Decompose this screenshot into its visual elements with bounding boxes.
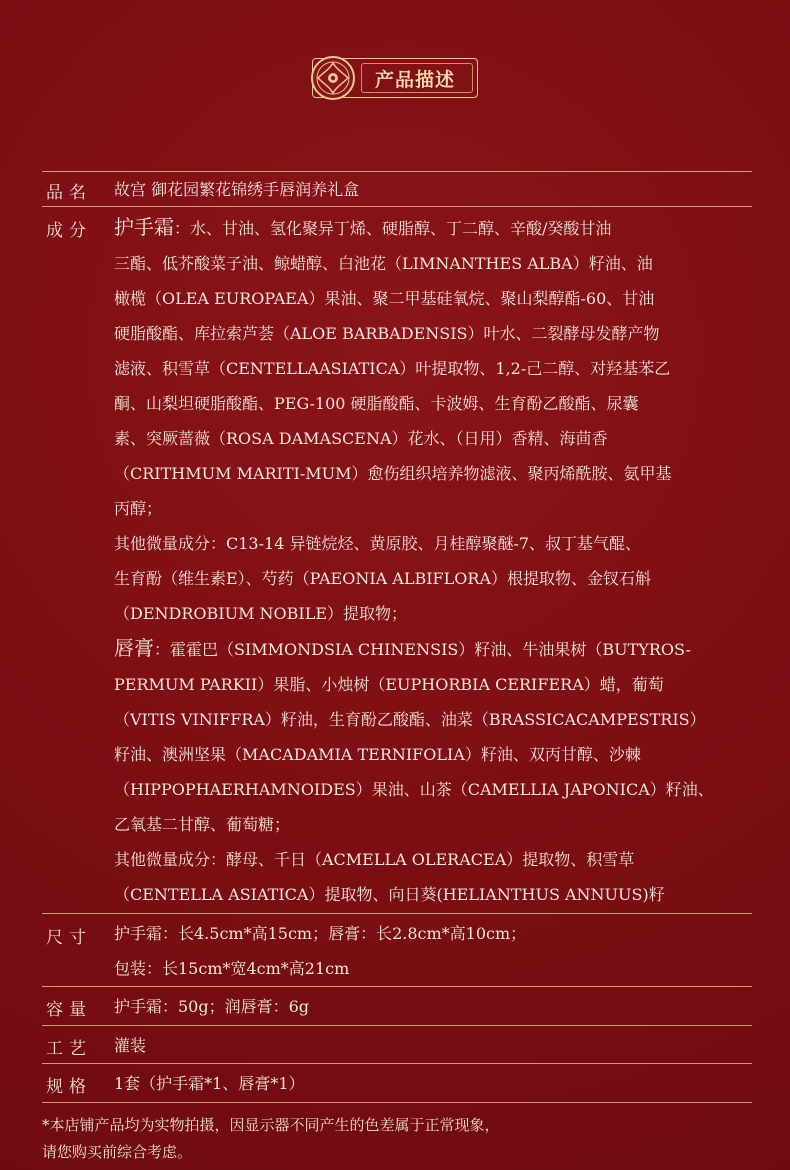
lip-balm-line [114, 737, 752, 772]
lip-balm-line [114, 807, 752, 842]
hand-cream-text: 滤液、积雪草（CENTELLAASIATICA）叶提取物、1,2-己二醇、对羟基苯乙 [114, 359, 671, 378]
row-spec [42, 1066, 752, 1102]
size-line-1: 护手霜：长4.5cm*高15cm；唇膏：长2.8cm*高10cm； [114, 924, 527, 943]
hand-cream-minor-ingredients [114, 526, 752, 631]
row-label: 容量 [46, 1000, 92, 1020]
lip-balm-line [114, 667, 752, 702]
lip-balm-text: PERMUM PARKII）果脂、小烛树（EUPHORBIA CERIFERA）蜡，葡萄 [114, 675, 664, 694]
divider [42, 1025, 752, 1026]
lip-balm-ingredients [114, 631, 752, 842]
hand-cream-text: 素、突厥蔷薇（ROSA DAMASCENA）花水、（日用）香精、海茴香 [114, 429, 608, 448]
hand-cream-minor-text: 生育酚（维生素E）、芍药（PAEONIA ALBIFLORA）根提取物、金钗石斛 [114, 569, 651, 588]
row-label: 品名 [46, 183, 92, 203]
hand-cream-text: ：水、甘油、氢化聚异丁烯、硬脂醇、丁二醇、辛酸/癸酸甘油 [174, 219, 612, 238]
row-value: 灌装 [114, 1036, 147, 1055]
lip-balm-minor-ingredients [114, 842, 752, 912]
hand-cream-text: 三酯、低芥酸菜子油、鲸蜡醇、白池花（LIMNANTHES ALBA）籽油、油 [114, 254, 653, 273]
row-capacity [42, 989, 752, 1025]
hand-cream-title: 护手霜 [114, 215, 174, 239]
disclaimer-note [42, 1112, 752, 1166]
row-value: 护手霜：50g；润唇膏：6g [114, 997, 310, 1016]
lip-balm-text: 乙氧基二甘醇、葡萄糖； [114, 815, 291, 834]
hand-cream-line [114, 246, 752, 281]
hand-cream-line [114, 491, 752, 526]
hand-cream-line [114, 316, 752, 351]
ornamental-medallion-icon [309, 54, 357, 102]
hand-cream-text: 硬脂酸酯、库拉索芦荟（ALOE BARBADENSIS）叶水、二裂酵母发酵产物 [114, 324, 660, 343]
row-value: 故宫 御花园繁花锦绣手唇润养礼盒 [114, 180, 360, 199]
lip-balm-minor-line [114, 877, 752, 912]
lip-balm-text: ：霍霍巴（SIMMONDSIA CHINENSIS）籽油、牛油果树（BUTYROS- [154, 640, 691, 659]
row-ingredients [42, 210, 752, 910]
hand-cream-ingredients [114, 210, 752, 526]
lip-balm-text: （HIPPOPHAERHAMNOIDES）果油、山茶（CAMELLIA JAPONICA）籽油、 [114, 780, 714, 799]
lip-balm-minor-text: 其他微量成分：酵母、千日（ACMELLA OLERACEA）提取物、积雪草 [114, 850, 635, 869]
hand-cream-minor-line [114, 561, 752, 596]
section-title: 产品描述 [374, 68, 455, 91]
row-label: 工艺 [46, 1039, 92, 1059]
row-craft [42, 1028, 752, 1063]
note-line: 请您购买前综合考虑。 [42, 1143, 193, 1161]
hand-cream-line [114, 351, 752, 386]
row-label: 规格 [46, 1077, 92, 1097]
lip-balm-line [114, 631, 752, 667]
lip-balm-line [114, 702, 752, 737]
hand-cream-minor-line [114, 526, 752, 561]
hand-cream-line [114, 456, 752, 491]
section-header [0, 58, 790, 102]
divider [42, 1102, 752, 1103]
row-label: 成分 [46, 221, 92, 241]
lip-balm-text: 籽油、澳洲坚果（MACADAMIA TERNIFOLIA）籽油、双丙甘醇、沙棘 [114, 745, 641, 764]
hand-cream-line [114, 281, 752, 316]
divider [42, 913, 752, 914]
hand-cream-text: 橄榄（OLEA EUROPAEA）果油、聚二甲基硅氧烷、聚山梨醇酯-60、甘油 [114, 289, 655, 308]
row-product-name [42, 172, 752, 206]
hand-cream-text: 酮、山梨坦硬脂酸酯、PEG-100 硬脂酸酯、卡波姆、生育酚乙酸酯、尿囊 [114, 394, 639, 413]
hand-cream-line [114, 386, 752, 421]
lip-balm-line [114, 772, 752, 807]
lip-balm-title: 唇膏 [114, 636, 154, 660]
hand-cream-line [114, 421, 752, 456]
lip-balm-text: （VITIS VINIFFRA）籽油，生育酚乙酸酯、油菜（BRASSICACAMPESTRIS） [114, 710, 706, 729]
divider [42, 986, 752, 987]
hand-cream-minor-text: （DENDROBIUM NOBILE）提取物； [114, 604, 408, 623]
hand-cream-text: （CRITHMUM MARITI-MUM）愈伤组织培养物滤液、聚丙烯酰胺、氨甲基 [114, 464, 672, 483]
hand-cream-line [114, 210, 752, 246]
lip-balm-minor-line [114, 842, 752, 877]
ingredients-block [114, 210, 752, 912]
divider [42, 1063, 752, 1064]
hand-cream-text: 丙醇； [114, 499, 163, 518]
row-size [42, 916, 752, 986]
lip-balm-minor-text: （CENTELLA ASIATICA）提取物、向日葵(HELIANTHUS ANNUUS)籽 [114, 885, 665, 904]
note-line: *本店铺产品均为实物拍摄，因显示器不同产生的色差属于正常现象， [42, 1116, 500, 1134]
hand-cream-minor-text: 其他微量成分：C13-14 异链烷烃、黄原胶、月桂醇聚醚-7、叔丁基气醌、 [114, 534, 642, 553]
size-line-2: 包装：长15cm*宽4cm*高21cm [114, 959, 350, 978]
row-value: 1套（护手霜*1、唇膏*1） [114, 1074, 305, 1093]
hand-cream-minor-line [114, 596, 752, 631]
title-badge [312, 58, 478, 98]
row-label: 尺寸 [46, 928, 92, 948]
